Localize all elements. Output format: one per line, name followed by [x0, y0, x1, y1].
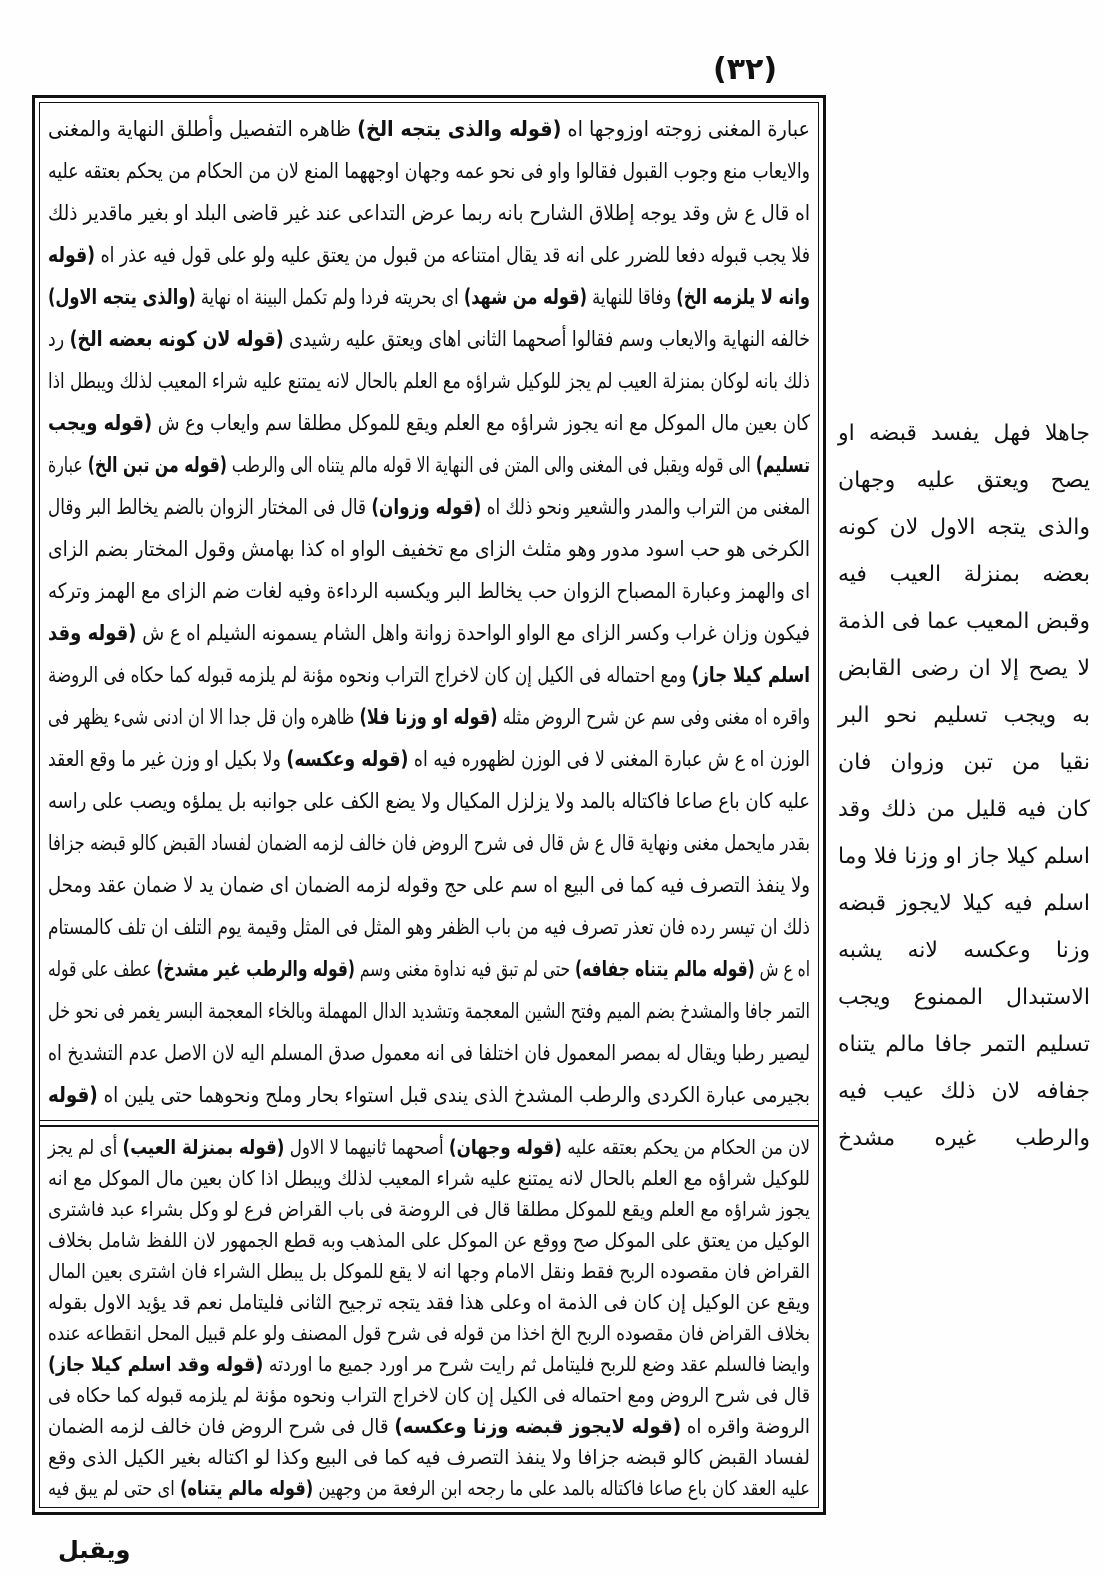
main-commentary-line: اسلم كيلا جاز) ومع احتماله فى الكيل إن كان لاخراج التراب ونحوه مؤنة لم يلزمه قبوله كما حكاه فى الروضة: [48, 663, 810, 687]
main-commentary-line: واقره اه مغنى وفى سم عن شرح الروض مثله (قوله او وزنا فلا) ظاهره وان قل جدا الا ان ادنى شىء يظهر فى: [48, 705, 810, 729]
main-commentary-line: ولا ينفذ التصرف فيه كما فى البيع اه سم على حج وقوله لزمه الضمان اى ضمان يد لا ضمان عقد ومحل: [47, 873, 810, 897]
margin-text-line: لا يصح إلا ان رضى القابض: [837, 656, 1090, 681]
main-commentary-line: بجيرمى عبارة الكردى والرطب المشدخ الذى يندى قبل استواء بحار وملح ونحوهما حتى يلين اه (قوله: [47, 1083, 811, 1107]
lower-commentary-line: لان من الحكام من يحكم بعتقه عليه (قوله وجهان) أصحهما ثانيهما لا الاول (قوله بمنزلة العيب) أى لم يجز: [47, 1135, 810, 1159]
lower-commentary-line: الروضة واقره اه (قوله لايجوز قبضه وزنا وعكسه) قال فى شرح الروض فان خالف لزمه الضمان: [47, 1414, 810, 1438]
lower-commentary-line: لفساد القبض كالو قبضه جزافا ولا ينفذ التصرف فيه كما فى البيع وكذا لو اكتاله بغير الكيل الذى وقع: [47, 1445, 811, 1469]
margin-text-line: به ويجب تسليم نحو البر: [838, 703, 1090, 728]
margin-text-line: نقيا من تبن وزوان فان: [837, 750, 1090, 775]
main-commentary-line: ذلك بانه لوكان بمنزلة العيب لم يجز للوكيل شراؤه مع العلم بالحال لانه يمتنع عليه شراء المعيب لذلك ويبطل اذا: [47, 369, 811, 393]
main-commentary-line: بقدر مايحمل مغنى ونهاية قال ع ش قال فى شرح الروض فان خالف لزمه الضمان لفساد القبض كالو قبضه جزافا: [48, 831, 810, 855]
main-commentary-line: عبارة المغنى زوجته اوزوجها اه (قوله والذى يتجه الخ) ظاهره التفصيل وأطلق النهاية والمغنى: [47, 117, 810, 141]
margin-text-line: يصح ويعتق عليه وجهان: [838, 468, 1090, 493]
margin-text-line: تسليم التمر جافا مالم يتناه: [838, 1032, 1090, 1057]
lower-commentary-line: يجوز شراؤه مع العلم ويقع للموكل مطلقا قال فى الروضة فى باب القراض فرع لو وكل بشراء عبد فاشترى: [47, 1197, 810, 1221]
margin-text-line: جفافه لان ذلك عيب فيه: [838, 1079, 1090, 1104]
margin-text-line: والرطب غيره مشدخ: [838, 1126, 1090, 1151]
main-commentary-line: خالفه النهاية والايعاب وسم فقالوا أصحهما الثانى اهاى ويعتق عليه رشيدى (قوله لان كونه بعضه الخ) رد: [47, 327, 811, 351]
main-commentary-line: كان بعين مال الموكل مع انه يجوز شراؤه مع العلم ويقع للموكل مطلقا سم وايعاب وع ش (قوله ويجب: [47, 411, 810, 435]
main-commentary-line: وانه لا يلزمه الخ) وفاقا للنهاية (قوله من شهد) اى بحريته فردا ولم تكمل البينة اه نهاية (والذى يتجه الاول): [47, 285, 810, 309]
margin-text-line: الاستبدال الممنوع ويجب: [838, 985, 1090, 1010]
margin-text-line: اسلم كيلا جاز او وزنا فلا وما: [837, 844, 1090, 869]
lower-commentary-line: الوكيل من يعتق على الموكل صح ووقع عن الموكل على المذهب وبه قطع الجمهور لان اللفظ شامل بخلاف: [47, 1228, 810, 1252]
margin-text-line: اسلم فيه كيلا لايجوز قبضه: [837, 891, 1090, 916]
main-commentary-line: ذلك ان تيسر رده فان تعذر تصرف فيه من باب الظفر وهو المثل فى المثل وقيمة يوم التلف ان تلف كالمستام: [48, 915, 811, 939]
page-number: (٣٢): [712, 52, 778, 87]
margin-text-line: كان فيه قليل من ذلك وقد: [837, 797, 1090, 822]
margin-main-text: [838, 410, 1090, 1162]
lower-commentary-line: القراض فان مقصوده الربح فقط ونقل الامام وجها انه لا يقع للموكل بل يبطل الشراء فان اشترى بعين المال: [48, 1259, 811, 1283]
lower-commentary-line: بخلاف القراض فان مقصوده الربح الخ اخذا من قوله فى شرح قول المصنف ولو علم قبيل المحل انقطاعه عنده: [47, 1321, 811, 1345]
margin-text-line: وزنا وعكسه لانه يشبه: [838, 938, 1090, 963]
main-commentary-line: فيكون وزان غراب وكسر الزاى مع الواو الواحدة زوانة واهل الشام يسمونه الشيلم اه ع ش (قوله وقد: [48, 621, 810, 645]
lower-commentary: [48, 1132, 810, 1504]
lower-commentary-line: قال فى شرح الروض ومع احتماله فى الكيل إن كان لاخراج التراب ونحوه مؤنة لم يلزمه قبوله كما حكاه فى: [47, 1383, 810, 1407]
main-commentary-line: ليصير رطبا ويقال له بمصر المعمول فان اختلفا فى انه معمول صدق المسلم اليه لان الاصل عدم التشديخ اه: [47, 1041, 810, 1065]
catchword: ويقبل: [58, 1536, 131, 1564]
main-commentary-line: الكرخى هو حب اسود مدور وهو مثلث الزاى مع تخفيف الواو اه كذا بهامش وقول المختار بضم الزاى: [48, 537, 811, 561]
margin-text-line: جاهلا فهل يفسد قبضه او: [838, 421, 1090, 446]
main-commentary: [48, 108, 810, 1116]
margin-text-line: والذى يتجه الاول لان كونه: [838, 515, 1090, 540]
margin-text-line: بعضه بمنزلة العيب فيه: [837, 562, 1090, 587]
main-commentary-line: التمر جافا والمشدخ بضم الميم وفتح الشين المعجمة وتشديد الدال المهملة وبالخاء المعجمة البسر يغمر فى نحو خل: [47, 999, 811, 1023]
margin-text-line: وقبض المعيب عما فى الذمة: [837, 609, 1090, 634]
main-commentary-line: اى والهمز وعبارة المصباح الزوان حب يخالط البر ويكسبه الرداءة وفيه لغات ضم الزاى مع الهمز وتركه: [47, 579, 810, 603]
section-separator-rule: [39, 1120, 819, 1127]
main-commentary-line: والايعاب منع وجوب القبول فقالوا واو فى نحو عمه وجهان اوجههما المنع لان من الحكام من يحكم بعتقه عليه: [48, 159, 810, 183]
main-commentary-line: الوزن اه ع ش عبارة المغنى لا فى الوزن لظهوره فيه اه (قوله وعكسه) ولا بكيل او وزن غير ما وقع العقد: [47, 747, 810, 771]
lower-commentary-line: ويقع عن الوكيل إن كان فى الذمة اه وعلى هذا فقد يتجه ترجيح الثانى فليتامل نعم قد يؤيد الاول بقوله: [48, 1290, 810, 1314]
lower-commentary-line: وايضا فالسلم عقد وضع للربح فليتامل ثم رايت شرح مر اورد جميع ما اوردته (قوله وقد اسلم كيلا جاز): [48, 1352, 810, 1376]
main-commentary-line: المغنى من التراب والمدر والشعير ونحو ذلك اه (قوله وزوان) قال فى المختار الزوان بالضم يخالط البر وقال: [48, 495, 810, 519]
lower-commentary-line: عليه العقد كان باع صاعا فاكتاله بالمد على ما رجحه ابن الرفعة من وجهين (قوله مالم يتناه) اى حتى لم يبق فيه: [48, 1476, 810, 1500]
main-commentary-line: فلا يجب قبوله دفعا للضرر على انه قد يقال امتناعه من قبول من يعتق عليه ولو على قول فيه عذر اه (قوله: [48, 243, 811, 267]
lower-commentary-line: للوكيل شراؤه مع العلم بالحال لانه يمتنع عليه شراء المعيب لذلك ويبطل اذا كان بعين مال الموكل مع انه: [47, 1166, 811, 1190]
main-commentary-line: اه ع ش (قوله مالم يتناه جفافه) حتى لم تبق فيه نداوة مغنى وسم (قوله والرطب غير مشدخ) عطف على قوله: [48, 957, 810, 981]
main-commentary-line: اه قال ع ش وقد يوجه إطلاق الشارح بانه ربما عرض التداعى عند غير قاضى البلد او بغير ماقدير ذلك: [48, 201, 811, 225]
main-commentary-line: عليه كان باع صاعا فاكتاله بالمد ولا يزلزل المكيال ولا يضع الكف على جوانبه بل يملؤه ويصب على راسه: [48, 789, 811, 813]
main-commentary-line: تسليم) الى قوله ويقبل فى المغنى والى المتن فى النهاية الا قوله مالم يتناه الى والرطب (قوله من تبن الخ) عبارة: [47, 453, 810, 477]
